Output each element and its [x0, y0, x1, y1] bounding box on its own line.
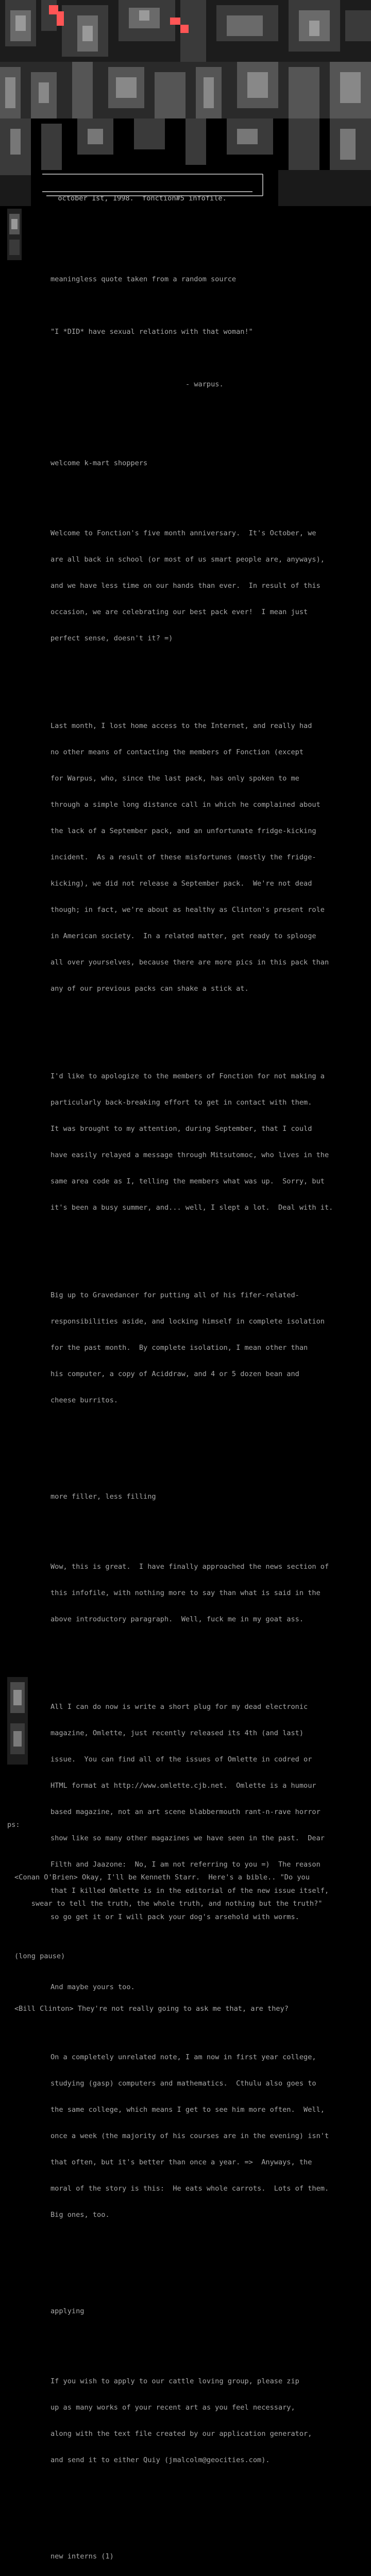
- quote-attribution: - warpus.: [185, 380, 224, 388]
- ps-line: <Conan O'Brien> Okay, I'll be Kenneth Starr. Here's a bible.. "Do you: [14, 1873, 310, 1882]
- text-line: Big up to Gravedancer for putting all of his fifer-related-: [50, 1291, 299, 1299]
- text-line: so go get it or I will pack your dog's arsehold with worms.: [50, 1913, 299, 1921]
- ps-line: <Bill Clinton> They're not really going to ask me that, are they?: [14, 2005, 289, 2013]
- text-line: have easily relayed a message through Mitsutomoc, who lives in the: [50, 1151, 329, 1159]
- text-line: the same college, which means I get to see him more often. Well,: [50, 2106, 325, 2114]
- ps-line: swear to tell the truth, the whole truth, and nothing but the truth?": [14, 1900, 323, 1908]
- text-line: the lack of a September pack, and an unfortunate fridge-kicking: [50, 827, 316, 835]
- text-line: it's been a busy summer, and... well, I slept a lot. Deal with it.: [50, 1204, 333, 1212]
- text-line: though; in fact, we're about as healthy as Clinton's present role: [50, 906, 325, 914]
- text-line: And maybe yours too.: [50, 1983, 135, 1991]
- text-line: for the past month. By complete isolation, I mean other than: [50, 1344, 308, 1352]
- text-line: for Warpus, who, since the last pack, has only spoken to me: [50, 774, 299, 783]
- paragraph: [50, 2036, 360, 2237]
- text-line: It was brought to my attention, during September, that I could: [50, 1125, 312, 1133]
- paragraph: [50, 1545, 360, 1641]
- section-heading: more filler, less filling: [50, 1493, 156, 1501]
- text-line: this infofile, with nothing more to say than what is said in the: [50, 1589, 321, 1597]
- ps-line: (long pause): [14, 1952, 65, 1960]
- paragraph: [50, 2360, 360, 2482]
- text-line: magazine, Omlette, just recently released its 4th (and last): [50, 1729, 304, 1737]
- title-box-text: october 1st, 1998. fonction#5 infofile.: [58, 194, 227, 202]
- text-line: same area code as I, telling the members what was up. Sorry, but: [50, 1177, 325, 1185]
- text-line: Filth and Jaazone: No, I am not referring to you =) The reason: [50, 1860, 321, 1869]
- text-line: moral of the story is this: He eats whole carrots. Lots of them.: [50, 2184, 329, 2193]
- text-line: Last month, I lost home access to the Internet, and really had: [50, 722, 312, 730]
- text-line: perfect sense, doesn't it? =): [50, 634, 173, 642]
- paragraph: [50, 1274, 360, 1422]
- text-line: and send it to either Quiy (jmalcolm@geocities.com).: [50, 2456, 270, 2464]
- text-line: no other means of contacting the members of Fonction (except: [50, 748, 304, 756]
- text-line: Big ones, too.: [50, 2211, 110, 2219]
- text-line: kicking), we did not release a September pack. We're not dead: [50, 879, 312, 888]
- ps-section: [7, 1803, 368, 2022]
- infofile-body: [50, 208, 360, 2576]
- paragraph: [50, 512, 360, 660]
- text-line: once a week (the majority of his courses are in the evening) isn't: [50, 2132, 329, 2140]
- text-line: all over yourselves, because there are more pics in this pack than: [50, 958, 329, 967]
- text-line: If you wish to apply to our cattle loving group, please zip: [50, 2377, 299, 2385]
- text-line: Welcome to Fonction's five month anniversary. It's October, we: [50, 529, 316, 537]
- ascii-art-side-block: [7, 1677, 28, 1765]
- quote-heading: meaningless quote taken from a random source: [50, 275, 237, 283]
- text-line: particularly back-breaking effort to get in contact with them.: [50, 1098, 312, 1107]
- text-line: I'd like to apologize to the members of Fonction for not making a: [50, 1072, 325, 1080]
- text-line: that I killed Omlette is in the editorial of the new issue itself,: [50, 1887, 329, 1895]
- text-line: in American society. In a related matter, get ready to splooge: [50, 932, 316, 940]
- text-line: incident. As a result of these misfortunes (mostly the fridge-: [50, 853, 316, 861]
- text-line: that often, but it's better than once a year. => Anyways, the: [50, 2158, 312, 2166]
- text-line: up as many works of your recent art as you feel necessary,: [50, 2403, 295, 2412]
- text-line: and we have less time on our hands than ever. In result of this: [50, 582, 321, 590]
- text-line: HTML format at http://www.omlette.cjb.net. Omlette is a humour: [50, 1782, 316, 1790]
- text-line: above introductory paragraph. Well, fuck me in my goat ass.: [50, 1615, 304, 1623]
- text-line: issue. You can find all of the issues of Omlette in codred or: [50, 1755, 312, 1764]
- ascii-art-header: [0, 0, 371, 206]
- paragraph: [50, 704, 360, 1011]
- text-line: along with the text file created by our application generator,: [50, 2430, 312, 2438]
- paragraph: [50, 1055, 360, 1230]
- text-line: his computer, a copy of Aciddraw, and 4 or 5 dozen bean and: [50, 1370, 299, 1378]
- text-line: occasion, we are celebrating our best pack ever! I mean just: [50, 608, 308, 616]
- quote-text: "I *DID* have sexual relations with that woman!": [50, 328, 253, 336]
- text-line: any of our previous packs can shake a stick at.: [50, 985, 249, 993]
- text-line: based magazine, not an art scene blabbermouth rant-n-rave horror: [50, 1808, 321, 1816]
- text-line: studying (gasp) computers and mathematics. Cthulu also goes to: [50, 2079, 316, 2088]
- ascii-art-side-block: [7, 209, 22, 260]
- text-line: Wow, this is great. I have finally approached the news section of: [50, 1563, 329, 1571]
- text-line: responsibilities aside, and locking himself in complete isolation: [50, 1317, 325, 1326]
- text-line: On a completely unrelated note, I am now in first year college,: [50, 2053, 316, 2061]
- text-line: show like so many other magazines we have seen in the past. Dear: [50, 1834, 325, 1842]
- section-heading: applying: [50, 2307, 85, 2315]
- ps-label: ps:: [7, 1821, 20, 1829]
- title-box: [49, 177, 245, 202]
- text-line: are all back in school (or most of us smart people are, anyways),: [50, 555, 325, 564]
- section-heading: new interns (1): [50, 2552, 114, 2561]
- section-heading: welcome k-mart shoppers: [50, 459, 148, 467]
- text-line: through a simple long distance call in which he complained about: [50, 801, 321, 809]
- text-line: All I can do now is write a short plug for my dead electronic: [50, 1703, 308, 1711]
- text-line: cheese burritos.: [50, 1396, 118, 1404]
